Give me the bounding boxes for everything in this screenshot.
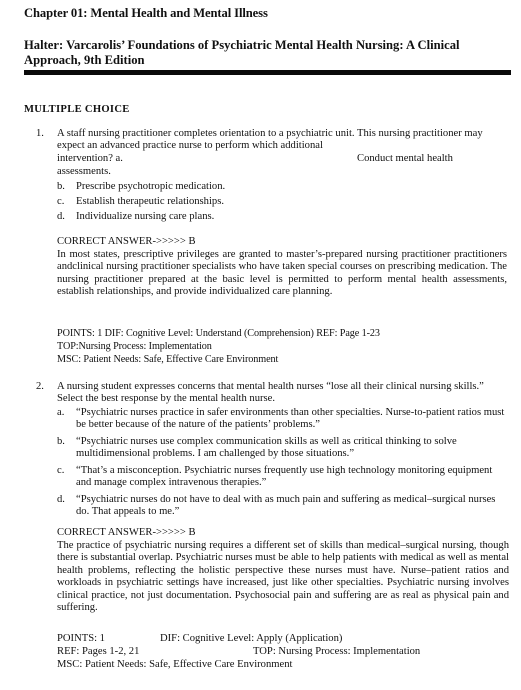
question-1-option-d: Individualize nursing care plans.	[76, 211, 215, 222]
question-2-option-c: “That’s a misconception. Psychiatric nurses frequently use high technology monitoring equipment and manage complex intravenous therapies.”	[76, 465, 493, 489]
question-1-option-c: Establish therapeutic relationships.	[76, 196, 224, 207]
question-1-meta-msc: MSC: Patient Needs: Safe, Effective Care Environment	[57, 354, 279, 365]
chapter-title: Chapter 01: Mental Health and Mental Illness	[24, 6, 268, 20]
question-2-meta-topic: TOP: Nursing Process: Implementation	[253, 646, 421, 657]
question-1-stem: A staff nursing practitioner completes orientation to a psychiatric unit. This nursing practitioner may expect an advanced practice nurse to perform which additional	[57, 128, 483, 152]
question-2-option-a: “Psychiatric nurses practice in safer environments than other specialties. Nurse-to-patient ratios must be better because of the nature of the patients’ problems.”	[76, 407, 505, 431]
question-2-number: 2.	[36, 381, 44, 392]
question-1-stem-end: intervention? a.	[57, 153, 123, 164]
question-2-meta-points: POINTS: 1	[57, 633, 105, 644]
question-2-option-d: “Psychiatric nurses do not have to deal with as much pain and suffering as medical–surgical nurses do. That appeals to me.”	[76, 494, 496, 518]
question-1-number: 1.	[36, 128, 44, 139]
question-1-option-d-letter: d.	[57, 211, 65, 222]
question-1-answer: CORRECT ANSWER->>>>> B	[57, 236, 196, 247]
question-2-option-b: “Psychiatric nurses use complex communication skills as well as critical thinking to solve multidimensional problems. I am challenged by those situations.”	[76, 436, 457, 460]
section-heading: MULTIPLE CHOICE	[24, 104, 130, 115]
question-2-meta-dif: DIF: Cognitive Level: Apply (Application)	[160, 633, 343, 644]
question-1-meta-topic: TOP:Nursing Process: Implementation	[57, 341, 212, 352]
question-2-stem: A nursing student expresses concerns that mental health nurses “lose all their clinical nursing skills.” Select the best response by the mental health nurse.	[57, 381, 484, 405]
question-2-option-d-letter: d.	[57, 494, 65, 505]
question-1-option-b-letter: b.	[57, 181, 65, 192]
question-2-option-c-letter: c.	[57, 465, 65, 476]
question-1-option-a: Conduct mental health	[357, 153, 453, 164]
question-2-option-b-letter: b.	[57, 436, 65, 447]
question-1-option-c-letter: c.	[57, 196, 65, 207]
question-2-meta-msc: MSC: Patient Needs: Safe, Effective Care Environment	[57, 659, 293, 670]
question-2-meta-ref: REF: Pages 1-2, 21	[57, 646, 140, 657]
question-1-meta-points: POINTS: 1 DIF: Cognitive Level: Understand (Comprehension) REF: Page 1-23	[57, 328, 380, 339]
book-title: Halter: Varcarolis’ Foundations of Psychiatric Mental Health Nursing: A Clinical Approach, 9th Edition	[24, 38, 460, 67]
question-2-option-a-letter: a.	[57, 407, 65, 418]
header-divider	[24, 70, 511, 75]
question-1-option-b: Prescribe psychotropic medication.	[76, 181, 226, 192]
question-1-rationale: In most states, prescriptive privileges are granted to master’s-prepared nursing practitioner practitioners andclinical nursing practitioner specialists who have taken special courses on prescribing medication. The nursing practitioner prepared at the basic level is permitted to perform mental health assessments, establish relationships, and provide individualized care planning.	[57, 249, 507, 298]
question-2-answer: CORRECT ANSWER->>>>> B	[57, 527, 196, 538]
question-2-rationale: The practice of psychiatric nursing requires a different set of skills than medical–surgical nursing, though there is substantial overlap. Psychiatric nurses must be able to help patients with medical as well as mental health problems, reflecting the holistic perspective these nurses must have. Nurse–patient ratios and workloads in psychiatric settings have increased, just like other specialties. Psychiatric nursing involves clinical practice, not just documentation. Psychosocial pain and suffering are as real as physical pain and suffering.	[57, 540, 509, 614]
question-1-option-a-cont: assessments.	[57, 166, 111, 177]
